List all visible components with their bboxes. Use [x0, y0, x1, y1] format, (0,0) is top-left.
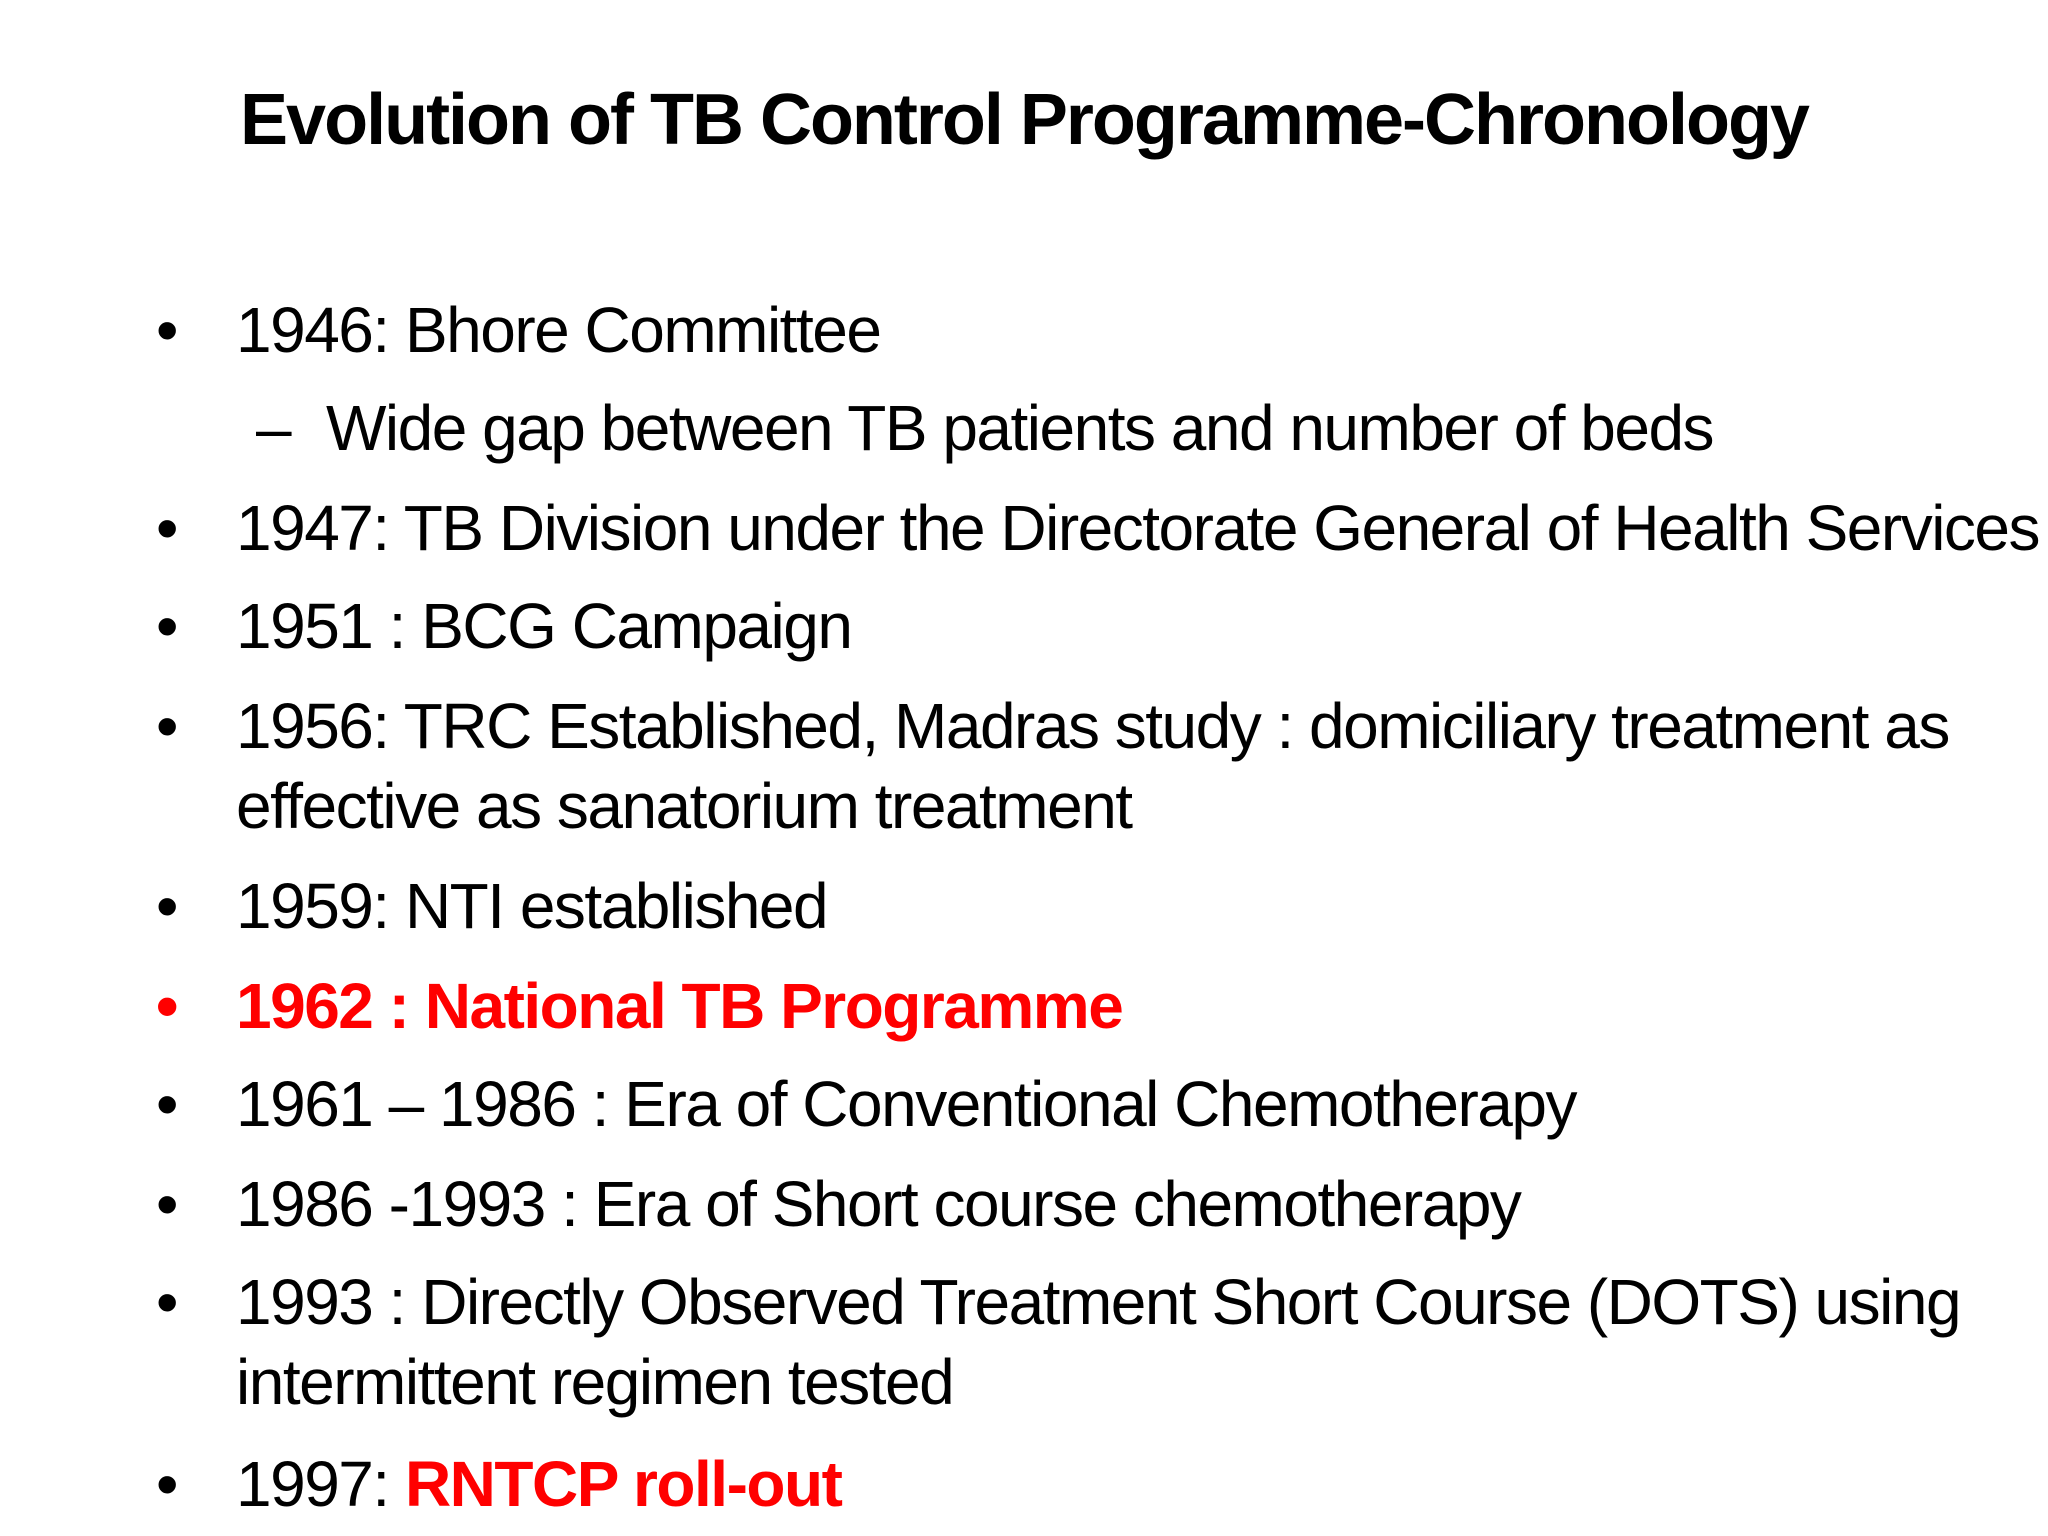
bullet-icon: •: [156, 970, 177, 1042]
bullet-icon: •: [156, 1068, 177, 1140]
sub-item-text: Wide gap between TB patients and number of beds: [326, 392, 1714, 464]
list-item-text-continued: effective as sanatorium treatment: [236, 770, 1132, 842]
list-item-prefix: 1997:: [236, 1448, 405, 1520]
bullet-icon: •: [156, 690, 177, 762]
list-item-text: 1962 : National TB Programme: [236, 970, 1123, 1042]
list-item-text: 1961 – 1986 : Era of Conventional Chemotherapy: [236, 1068, 1576, 1140]
list-item-text: 1993 : Directly Observed Treatment Short Course (DOTS) using: [236, 1266, 1961, 1338]
list-item-text: 1947: TB Division under the Directorate General of Health Services: [236, 492, 2039, 564]
bullet-icon: •: [156, 590, 177, 662]
list-item-text: 1951 : BCG Campaign: [236, 590, 852, 662]
bullet-icon: •: [156, 870, 177, 942]
list-item-text: 1946: Bhore Committee: [236, 294, 881, 366]
list-item-text: [236, 1444, 841, 1524]
bullet-icon: •: [156, 1448, 177, 1520]
list-item-text: 1959: NTI established: [236, 870, 828, 942]
bullet-icon: •: [156, 294, 177, 366]
bullet-icon: •: [156, 1266, 177, 1338]
list-item-highlight: RNTCP roll-out: [404, 1448, 842, 1520]
slide-title: Evolution of TB Control Programme-Chronology: [240, 80, 1808, 160]
list-item-text: 1986 -1993 : Era of Short course chemotherapy: [236, 1168, 1521, 1240]
list-item-text-continued: intermittent regimen tested: [236, 1346, 954, 1418]
bullet-icon: •: [156, 1168, 177, 1240]
bullet-icon: •: [156, 492, 177, 564]
list-item-text: 1956: TRC Established, Madras study : domiciliary treatment as: [236, 690, 1949, 762]
dash-icon: –: [256, 392, 291, 464]
